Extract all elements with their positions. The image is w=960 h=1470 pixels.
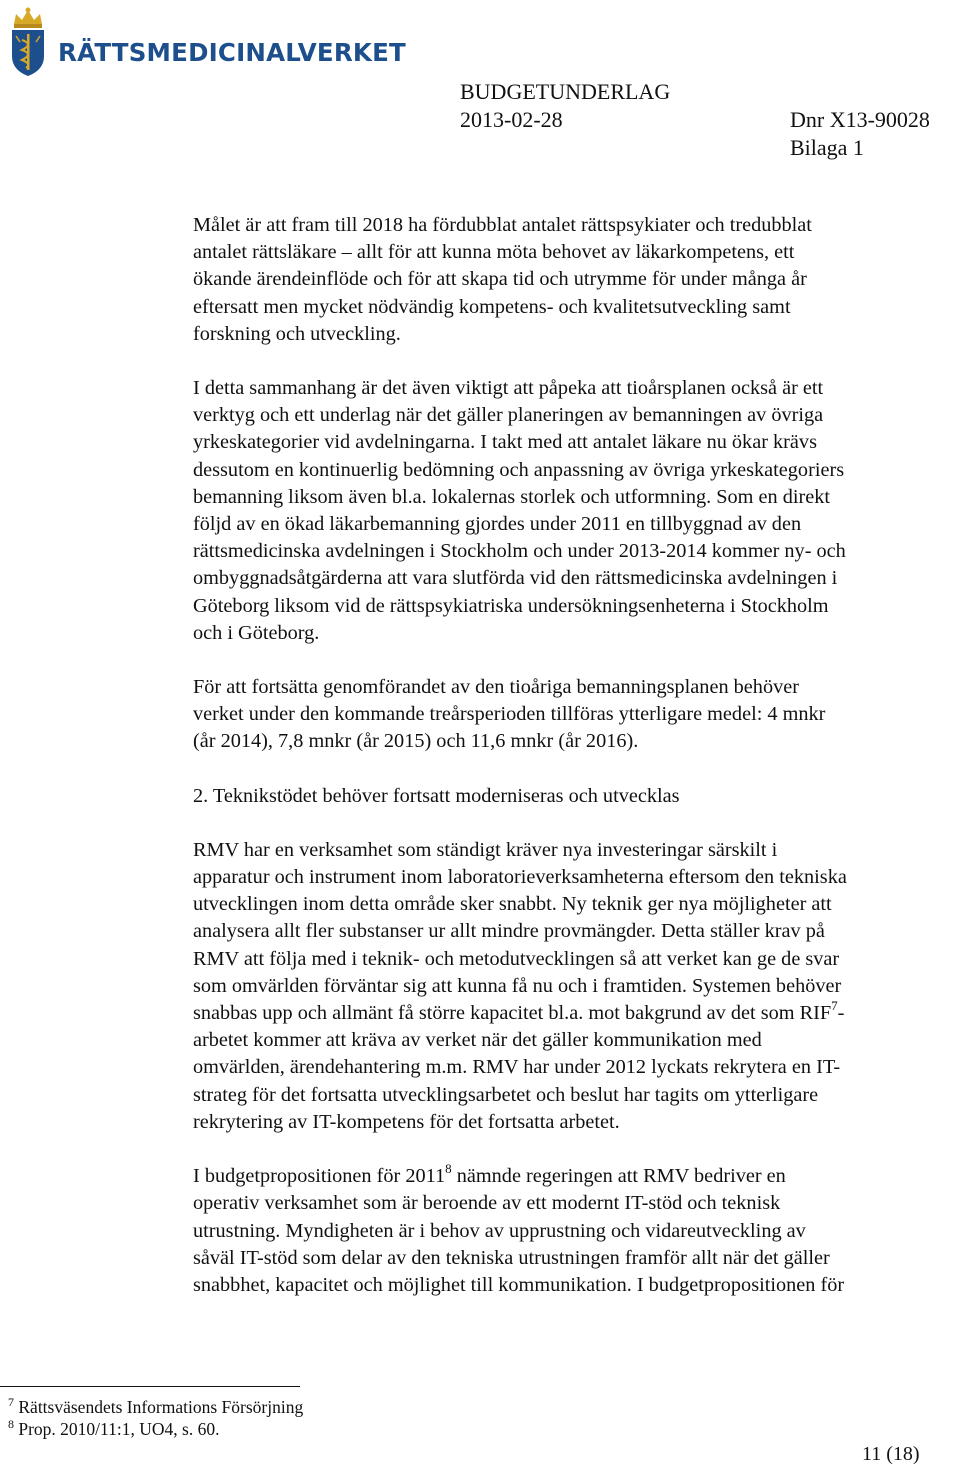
footnote-text: Rättsväsendets Informations Försörjning — [14, 1397, 304, 1417]
coat-of-arms-icon — [6, 6, 50, 78]
text-line: RMV har en verksamhet som ständigt kräver nya investeringar särskilt i — [193, 838, 778, 861]
text-line: forskning och utveckling. — [193, 322, 401, 345]
text-line: omvärlden, ärendehantering m.m. RMV har under 2012 lyckats rekrytera en IT- — [193, 1056, 841, 1079]
text-line: För att fortsätta genomförandet av den tioåriga bemanningsplanen behöver — [193, 676, 799, 699]
text-fragment: snabbas upp och allmänt få större kapacitet bl.a. mot bakgrund av det som RIF — [193, 1002, 832, 1025]
footnote-ref[interactable]: 8 — [445, 1161, 452, 1177]
text-line: (år 2014), 7,8 mnkr (år 2015) och 11,6 mnkr (år 2016). — [193, 730, 639, 753]
text-line: arbetet kommer att kräva av verket när det gäller kommunikation med — [193, 1029, 762, 1052]
text-line: strateg för det fortsatta utvecklingsarbetet och beslut har tagits om ytterligare — [193, 1083, 819, 1106]
text-line: verket under den kommande treårsperioden tillföras ytterligare medel: 4 mnkr — [193, 703, 826, 726]
text-fragment: nämnde regeringen att RMV bedriver en — [451, 1165, 786, 1188]
text-line: bemanning liksom även bl.a. lokalernas storlek och utformning. Som en direkt — [193, 485, 831, 508]
agency-logo — [4, 6, 406, 86]
text-line: dessutom en kontinuerlig bedömning och anpassning av övriga yrkeskategoriers — [193, 458, 845, 481]
text-line: eftersatt men mycket nödvändig kompetens- och kvalitetsutveckling samt — [193, 295, 791, 318]
paragraph-budget-bill — [193, 1163, 960, 1299]
page-number: 11 (18) — [862, 1443, 920, 1465]
text-line: yrkeskategorier vid avdelningarna. I takt med att antalet läkare nu ökar krävs — [193, 431, 817, 454]
text-fragment: I budgetpropositionen för 2011 — [193, 1165, 446, 1188]
text-line: analysera allt fler substanser ur allt mindre provmängder. Detta ställer krav på — [193, 920, 825, 943]
text-line: I detta sammanhang är det även viktigt att påpeka att tioårsplanen också är ett — [193, 377, 824, 400]
footnote-text: Prop. 2010/11:1, UO4, s. 60. — [14, 1419, 220, 1439]
registration-number: Dnr X13-90028 — [790, 107, 930, 132]
footnote-mark: 8 — [8, 1417, 14, 1431]
logo-wordmark: RÄTTSMEDICINALVERKET — [58, 38, 406, 67]
document-date: 2013-02-28 — [460, 107, 563, 132]
text-line: utrustning. Myndigheten är i behov av upprustning och vidareutveckling av — [193, 1219, 806, 1242]
text-line: rekrytering av IT-kompetens för det fortsatta arbetet. — [193, 1110, 620, 1133]
text-line: verktyg och ett underlag när det gäller planeringen av bemanningen av övriga — [193, 404, 824, 427]
footnote-item — [8, 1418, 303, 1440]
document-type: BUDGETUNDERLAG — [460, 79, 671, 104]
text-line: som omvärlden förväntar sig att kunna få nu och i framtiden. Systemen behöver — [193, 974, 842, 997]
attachment-label: Bilaga 1 — [790, 135, 864, 160]
footnotes — [8, 1396, 303, 1440]
footnote-divider — [0, 1386, 300, 1387]
document-body — [193, 212, 960, 1299]
paragraph-goal — [193, 212, 960, 348]
paragraph-technology — [193, 837, 960, 1136]
text-line: och i Göteborg. — [193, 621, 320, 644]
paragraph-funding — [193, 674, 960, 756]
text-line: operativ verksamhet som är beroende av ett modernt IT-stöd och teknisk — [193, 1192, 781, 1215]
text-line: rättsmedicinska avdelningen i Stockholm och under 2013-2014 kommer ny- och — [193, 540, 846, 563]
text-line — [193, 1000, 960, 1027]
text-line: ökande ärendeinflöde och för att skapa tid och utrymme för under många år — [193, 268, 807, 291]
paragraph-staffing — [193, 375, 960, 647]
footnote-item — [8, 1396, 303, 1418]
footnote-ref[interactable]: 7 — [831, 998, 838, 1014]
text-line: Målet är att fram till 2018 ha fördubblat antalet rättspsykiater och tredubblat — [193, 214, 812, 236]
text-fragment: - — [837, 1002, 845, 1025]
text-line — [193, 1163, 960, 1190]
text-line: Göteborg liksom vid de rättspsykiatriska undersökningsenheterna i Stockholm — [193, 594, 829, 617]
footnote-mark: 7 — [8, 1395, 14, 1409]
text-line: RMV att följa med i teknik- och metodutvecklingen så att verket kan ge de svar — [193, 947, 840, 970]
text-line: utvecklingen inom detta område sker snabbt. Ny teknik ger nya möjligheter att — [193, 893, 832, 916]
text-line: apparatur och instrument inom laboratorieverksamheterna eftersom den tekniska — [193, 866, 847, 889]
text-line: följd av en ökad läkarbemanning gjordes under 2011 en tillbyggnad av den — [193, 513, 802, 536]
text-line: antalet rättsläkare – allt för att kunna möta behovet av läkarkompetens, ett — [193, 241, 795, 264]
section-heading: 2. Teknikstödet behöver fortsatt moderniseras och utvecklas — [193, 784, 680, 807]
text-line: ombyggnadsåtgärderna att vara slutförda vid den rättsmedicinska avdelningen i — [193, 567, 838, 590]
text-line: såväl IT-stöd som delar av den tekniska utrustningen framför allt när det gäller — [193, 1246, 830, 1269]
text-line: snabbhet, kapacitet och möjlighet till kommunikation. I budgetpropositionen för — [193, 1273, 845, 1296]
